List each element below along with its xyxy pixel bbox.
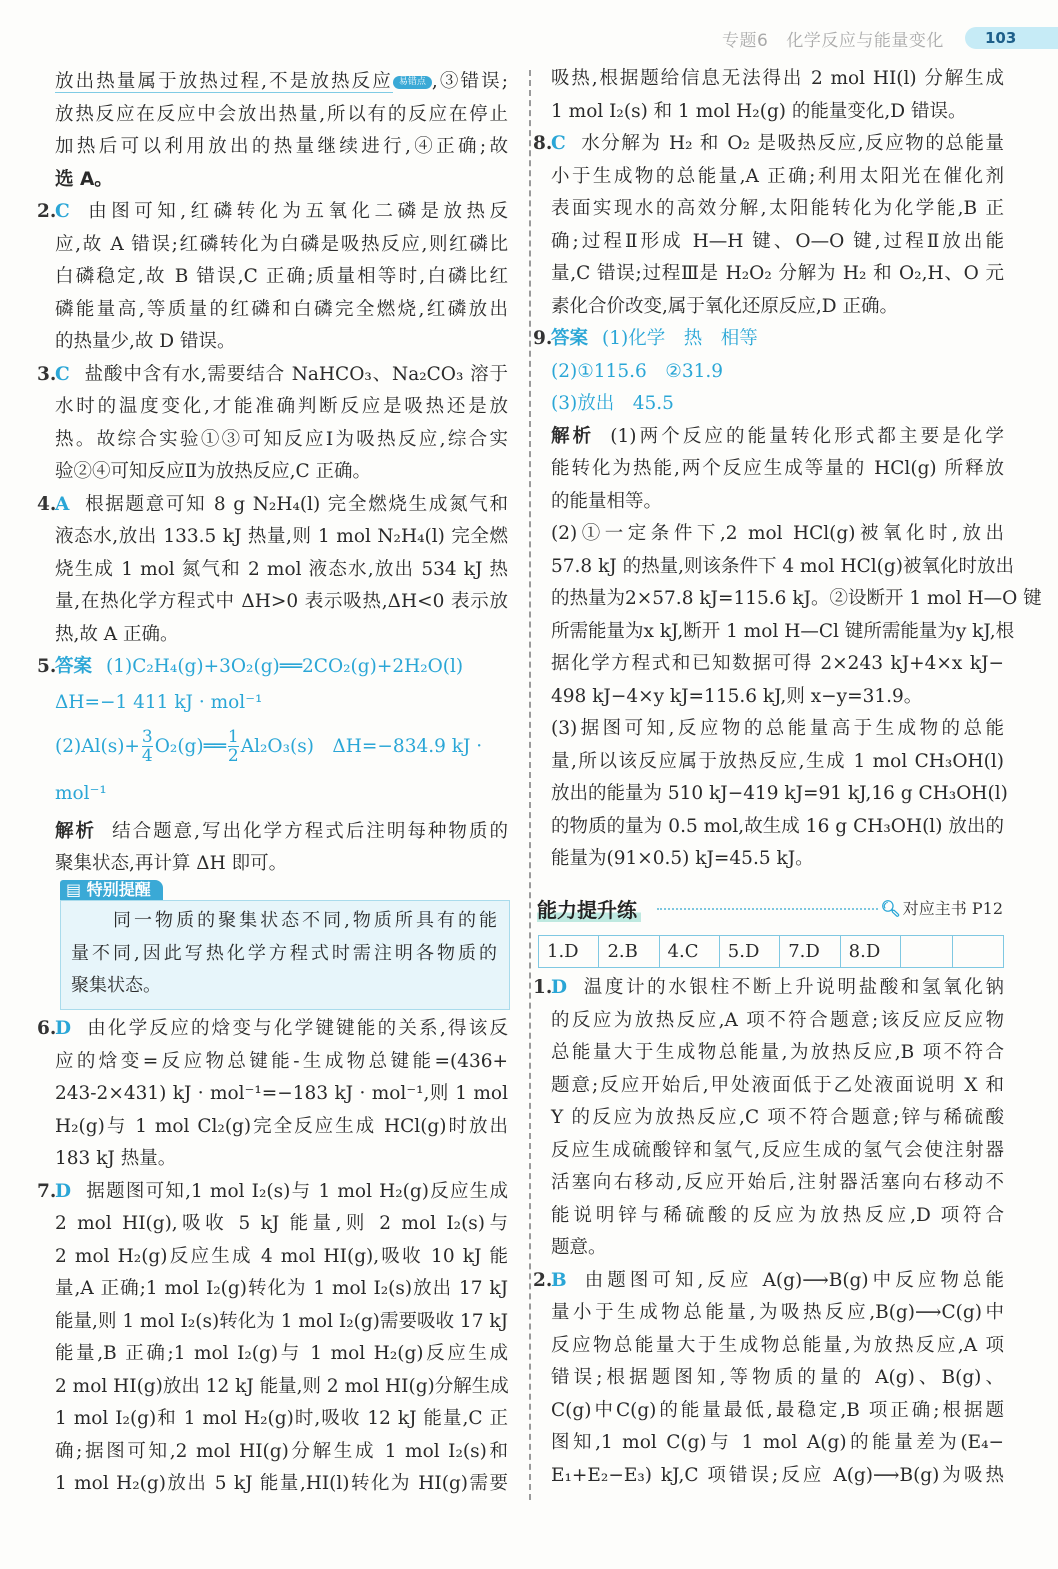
analysis-label: 解析 [551,425,595,447]
text-line [533,128,1004,161]
question-number: 1. [533,977,553,998]
text-line: 烧生成 1 mol 氮气和 2 mol 液态水,放出 534 kJ 热 [55,558,508,580]
answer-cell: 1.D [539,936,599,968]
answer-7-continued [551,63,1004,128]
fraction [142,728,153,765]
text-line: 2 mol HI(g),吸收 5 kJ 能量,则 2 mol I₂(s)与 [55,1213,508,1234]
text-line: 题意;反应开始后,甲处液面低于乙处液面说明 X 和 [551,1074,1004,1096]
text: 由题图可知,反应 A(g)⟶B(g)中反应物总能 [580,1269,1004,1291]
denominator: 2 [227,746,239,766]
text-line: 1 mol I₂(g)和 1 mol H₂(g)时,吸收 12 kJ 能量,C 正 [55,1408,508,1429]
text: 根据题意可知 8 g N₂H₄(l) 完全燃烧生成氮气和 [83,493,508,515]
text-line: Y 的反应为放热反应,C 项不符合题意;锌与稀硫酸 [551,1107,1004,1128]
text-line [37,1013,508,1046]
answer-label: C [55,363,70,385]
answer-4 [37,489,508,652]
text: (1)两个反应的能量转化形式都主要是化学 [610,425,1004,447]
answer-6 [37,1013,508,1176]
text-line: 加热后可以利用放出的热量继续进行,④正确;故 [55,136,508,157]
left-column [37,66,508,881]
unit: mol⁻¹ [55,782,107,804]
text-line: 白磷稳定,故 B 错误,C 正确;质量相等时,白磷比红 [55,266,508,287]
text-line: 能量,则 1 mol I₂(s)转化为 1 mol I₂(g)需要吸收 17 kJ [55,1310,508,1332]
right-column [533,63,1042,876]
text-line: 量,C 错误;过程Ⅲ是 H₂O₂ 分解为 H₂ 和 O₂,H、O 元 [551,263,1004,284]
chapter-title: 化学反应与能量变化 [786,31,944,51]
answer-5 [37,651,508,881]
text-line: 的反应为放热反应,A 项不符合题意;该反应反应物 [551,1009,1004,1031]
answer-label: A [55,493,70,515]
answer-cell: 2.B [599,936,659,968]
text-line [37,489,508,522]
text-line: 液态水,放出 133.5 kJ 热量,则 1 mol N₂H₄(l) 完全燃 [55,526,508,547]
right-column-lower [533,972,1004,1492]
reminder-title: 特别提醒 [86,880,151,899]
answer-label: B [551,1269,567,1291]
text-line: 同一物质的聚集状态不同,物质所具有的能 [71,910,497,931]
text-line [37,196,508,229]
enthalpy: ΔH=−1 411 kJ · mol⁻¹ [55,691,263,713]
text-line: 图知,1 mol C(g)与 1 mol A(g)的能量差为(E₄− [551,1432,1004,1453]
text-line: 能转化为热能,两个反应生成等量的 HCl(g) 所释放 [551,458,1004,479]
text: ,③错误; [431,71,508,92]
text: 据题图可知,1 mol I₂(s)与 1 mol H₂(g)反应生成 [85,1180,508,1202]
error-prone-tag: 易错点 [393,76,432,89]
equation: O₂(g)══ [154,735,226,757]
answer-label: D [55,1018,72,1039]
text-line: 2 mol H₂(g)反应生成 4 mol HI(g),吸收 10 kJ 能 [55,1245,508,1267]
answer-text: (3)放出 45.5 [551,393,674,414]
text-line: 放出的能量为 510 kJ−419 kJ=91 kJ,16 g CH₃OH(l) [551,783,1008,804]
answer-cell: 7.D [780,936,840,968]
text-line: 57.8 kJ 的热量,则该条件下 4 mol HCl(g)被氧化时放出 [551,555,1014,577]
question-number: 5. [37,656,57,677]
chapter-label: 专题6 [722,31,769,51]
numerator: 1 [227,727,239,747]
text-line: 1 mol H₂(g)放出 5 kJ 能量,HI(l)转化为 HI(g)需要 [55,1473,508,1494]
text-line: 能说明锌与稀硫酸的反应为放热反应,D 项符合 [551,1204,1004,1226]
paragraph-continued [55,66,508,196]
equation: Al₂O₃(s) ΔH=−834.9 kJ · [240,735,483,757]
answer-cell: 5.D [719,936,779,968]
text-line: 的物质的量为 0.5 mol,故生成 16 g CH₃OH(l) 放出的 [551,815,1004,837]
text-line: 量,所以该反应属于放热反应,生成 1 mol CH₃OH(l) [551,750,1004,772]
page-number: 103 [965,27,1058,49]
text: 水分解为 H₂ 和 O₂ 是吸热反应,反应物的总能量 [579,133,1004,154]
text-line: 应,故 A 错误;红磷转化为白磷是吸热反应,则红磷比 [55,233,508,255]
answer-text: (2)①115.6 ②31.9 [551,360,724,382]
answer-text: (1)化学 热 相等 [602,328,758,349]
numerator: 3 [141,727,153,747]
text-line: 题意。 [551,1237,607,1258]
question-number: 7. [37,1180,57,1202]
question-number: 8. [533,133,553,154]
text-line: 量小于生成物总能量,为吸热反应,B(g)⟶C(g)中 [551,1302,1004,1323]
ability-answer-2 [533,1265,1004,1493]
text-line: 总能量大于生成物总能量,为放热反应,B 项不符合 [551,1042,1004,1063]
text-line: 据化学方程式和已知数据可得 2×243 kJ+4×x kJ− [551,653,1004,674]
answer-2 [37,196,508,359]
dotted-rule [657,908,878,910]
equation: (2)Al(s)+ [55,735,140,757]
column-divider [529,70,531,1500]
text-line: H₂(g)与 1 mol Cl₂(g)完全反应生成 HCl(g)时放出 [55,1115,508,1137]
ability-answer-1 [533,972,1004,1265]
question-number: 6. [37,1018,57,1039]
answer-label: 答案 [551,328,589,349]
question-number: 2. [37,201,57,222]
text-line: 能量为(91×0.5) kJ=45.5 kJ。 [551,848,814,869]
answer-label: D [55,1180,72,1202]
text: 结合题意,写出化学方程式后注明每种物质的 [112,820,508,842]
text-line: 反应物总能量大于生成物总能量,为放热反应,A 项 [551,1334,1004,1356]
question-number: 3. [37,363,57,385]
text-line: 2 mol HI(g)放出 12 kJ 能量,则 2 mol HI(g)分解生成 [55,1375,509,1397]
text-line: 1 mol I₂(s) 和 1 mol H₂(g) 的能量变化,D 错误。 [551,100,967,122]
text-line: 量,A 正确;1 mol I₂(g)转化为 1 mol I₂(s)放出 17 kJ [55,1278,508,1299]
book-icon: ▤ [66,880,87,899]
text-line: 选 A。 [55,168,113,190]
text-line: 放热反应在反应中会放出热量,所以有的反应在停止 [55,103,508,125]
text-line: (3)据图可知,反应物的总能量高于生成物的总能 [551,718,1004,739]
answer-8 [533,128,1004,323]
text-line: 能量,B 正确;1 mol I₂(g)与 1 mol H₂(g)反应生成 [55,1343,508,1364]
underlined-text: 放出热量属于放热过程,不是放热反应 [55,71,393,92]
text-line: 确;过程Ⅱ形成 H—H 键、O—O 键,过程Ⅱ放出能 [551,230,1004,252]
text-line: 的热量为2×57.8 kJ=115.6 kJ。②设断开 1 mol H—O 键 [551,588,1042,609]
text-line: E₁+E₂−E₃) kJ,C 项错误;反应 A(g)⟶B(g)为吸热 [551,1464,1004,1486]
text-line [533,972,1004,1005]
text-line: 水时的温度变化,才能准确判断反应是吸热还是放 [55,396,508,417]
text-line: (2)①一定条件下,2 mol HCl(g)被氧化时,放出 [551,523,1004,544]
text: 温度计的水银柱不断上升说明盐酸和氢氧化钠 [581,977,1004,998]
text-line [37,359,508,392]
search-icon: 🔍︎ [880,899,901,918]
text-line: 的能量相等。 [551,490,663,512]
analysis-label: 解析 [55,820,97,842]
question-number: 2. [533,1269,553,1291]
answer-9 [533,323,1042,876]
text-line: 应的焓变=反应物总键能-生成物总键能=(436+ [55,1050,508,1072]
text-line: 聚集状态,再计算 ΔH 即可。 [55,853,288,874]
text-line: 热,故 A 正确。 [55,623,179,645]
text-line: 确;据图可知,2 mol HI(g)分解生成 1 mol I₂(s)和 [55,1440,508,1462]
equation: (1)C₂H₄(g)+3O₂(g)══2CO₂(g)+2H₂O(l) [106,656,464,677]
text-line: 小于生成物的总能量,A 正确;利用太阳光在催化剂 [551,165,1004,187]
text-line: 素化合价改变,属于氧化还原反应,D 正确。 [551,295,898,317]
text-line: 活塞向右移动,反应开始后,注射器活塞向右移动不 [551,1172,1004,1193]
running-header [722,26,962,51]
text-line [551,421,1004,454]
special-reminder-box [60,880,510,1010]
answer-3 [37,359,508,489]
answer-label: D [551,977,568,998]
answer-label: 答案 [55,656,93,677]
text-line: 183 kJ 热量。 [55,1148,177,1169]
text: 盐酸中含有水,需要结合 NaHCO₃、Na₂CO₃ 溶于 [83,363,508,385]
answer-cell [952,936,1004,968]
text-line [533,1265,1004,1298]
text-line: 表面实现水的高效分解,太阳能转化为化学能,B 正 [551,198,1004,219]
left-column-lower [37,1013,509,1501]
answer-label: C [55,201,70,222]
text-line: 量,在热化学方程式中 ΔH>0 表示吸热,ΔH<0 表示放 [55,591,508,612]
text-line: 的热量少,故 D 错误。 [55,331,236,352]
text-line [37,1176,508,1209]
text-line: 反应生成硫酸锌和氢气,反应生成的氢气会使注射器 [551,1139,1004,1161]
denominator: 4 [141,746,153,766]
text-line: 498 kJ−4×y kJ=115.6 kJ,则 x−y=31.9。 [551,685,923,707]
text-line: 量不同,因此写热化学方程式时需注明各物质的 [71,942,497,964]
reference-text: 对应主书 P12 [902,899,1003,918]
question-number: 9. [533,328,553,349]
text-line: 243-2×431) kJ · mol⁻¹=−183 kJ · mol⁻¹,则 1 mol [55,1083,508,1104]
text-line: 验②④可知反应Ⅱ为放热反应,C 正确。 [55,461,371,482]
answer-label: C [551,133,566,154]
text-line: 热。故综合实验①③可知反应Ⅰ为吸热反应,综合实 [55,428,508,450]
text: 由化学反应的焓变与化学键键能的关系,得该反 [85,1018,508,1039]
question-number: 4. [37,493,57,515]
answer-cell: 8.D [840,936,900,968]
section-heading-ability [537,894,1003,924]
text-line: C(g)中C(g)的能量最低,最稳定,B 项正确;根据题 [551,1399,1004,1421]
text-line: 聚集状态。 [71,975,161,997]
text-line: 所需能量为x kJ,断开 1 mol H—Cl 键所需能量为y kJ,根 [551,620,1015,642]
text-line: 错误;根据题图知,等物质的量的 A(g)、B(g)、 [551,1367,1004,1388]
text-line: 磷能量高,等质量的红磷和白磷完全燃烧,红磷放出 [55,298,508,320]
main-book-reference[interactable] [880,896,1003,919]
text: 由图可知,红磷转化为五氧化二磷是放热反 [83,201,508,222]
fraction [228,728,239,765]
answer-7 [37,1176,509,1501]
answer-cell: 4.C [659,936,719,968]
section-title: 能力提升练 [537,898,641,922]
answer-table [538,935,1004,968]
answer-cell [901,936,952,968]
text-line: 吸热,根据题给信息无法得出 2 mol HI(l) 分解生成 [551,68,1004,89]
